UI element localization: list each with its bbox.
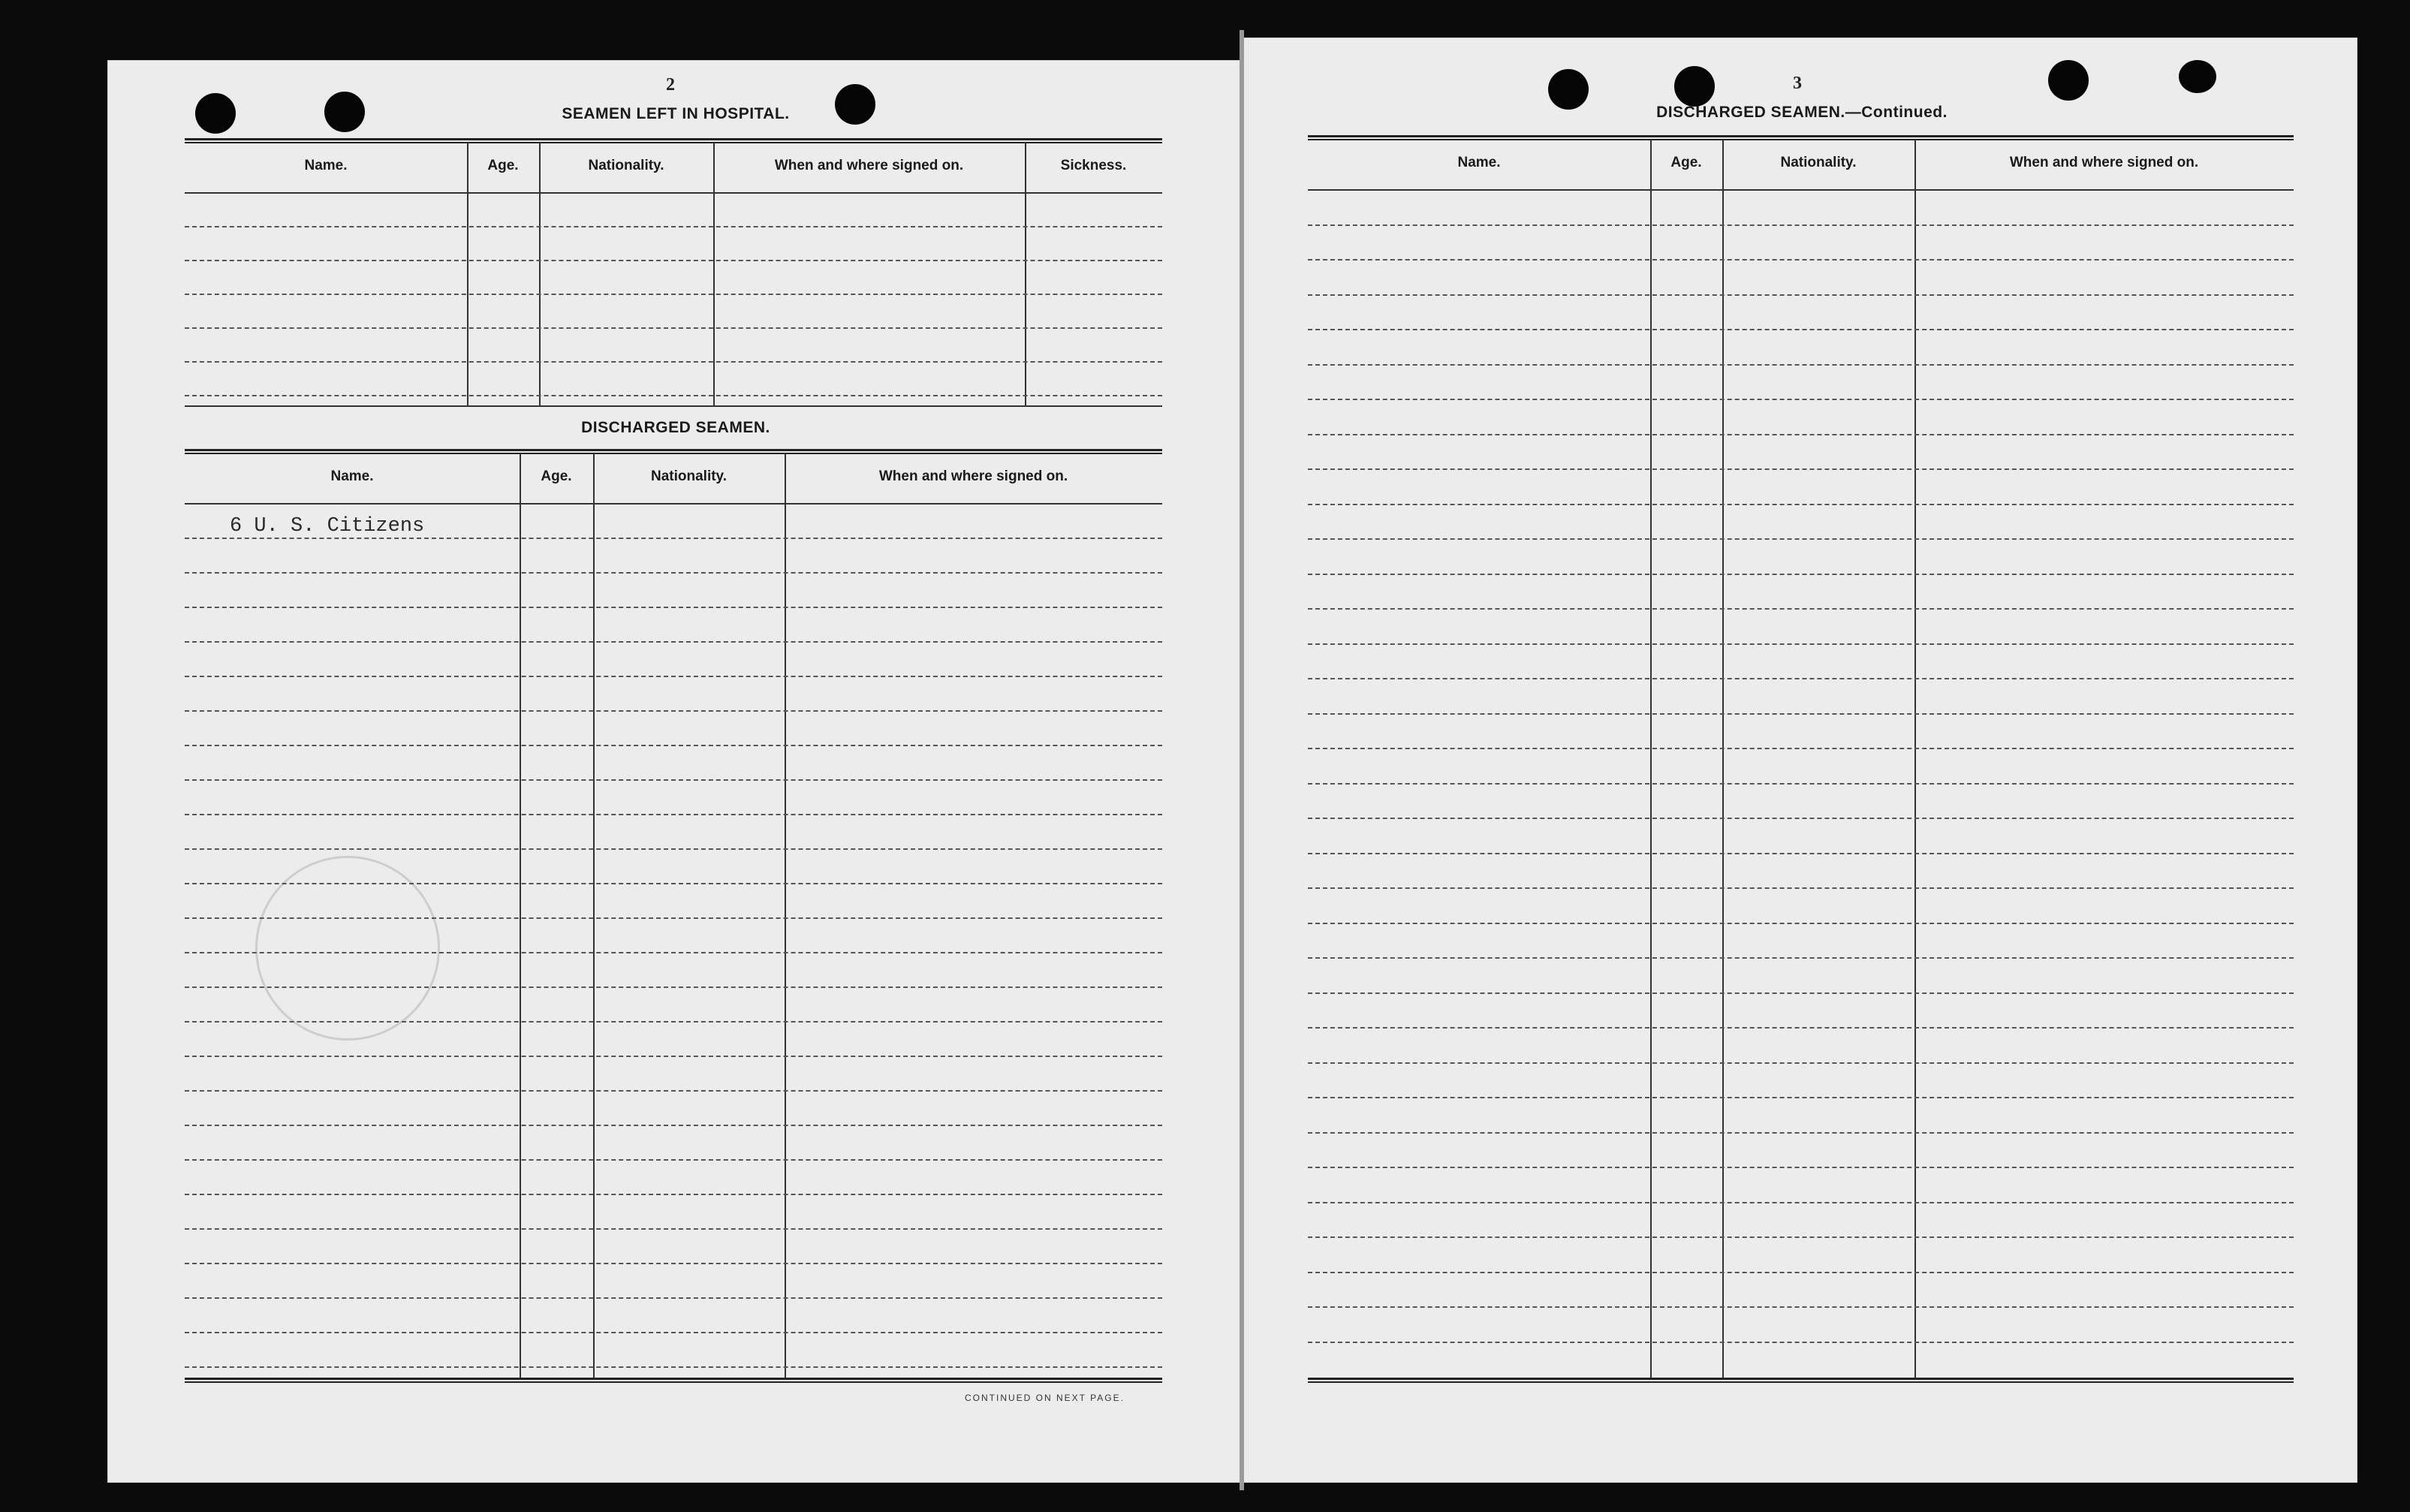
row-line <box>1308 608 2294 610</box>
row-line <box>185 952 1162 953</box>
row-line <box>1308 887 2294 889</box>
column-header: When and where signed on. <box>878 468 1068 484</box>
row-line <box>1308 364 2294 366</box>
column-divider <box>1722 140 1724 1378</box>
row-line <box>1308 992 2294 994</box>
column-divider <box>785 453 786 1378</box>
continued-note: CONTINUED ON NEXT PAGE. <box>965 1393 1125 1403</box>
column-divider <box>593 453 595 1378</box>
row-line <box>185 848 1162 850</box>
column-divider <box>1914 140 1916 1378</box>
row-line <box>185 1366 1162 1368</box>
column-header: Name. <box>330 468 374 484</box>
column-header: Age. <box>1670 155 1702 170</box>
punch-hole <box>1548 69 1589 110</box>
header-rule <box>185 192 1162 194</box>
row-line <box>185 1332 1162 1333</box>
punch-hole <box>195 93 236 134</box>
row-line <box>1308 468 2294 470</box>
row-line <box>185 1125 1162 1126</box>
column-divider <box>1025 143 1026 405</box>
row-line <box>185 883 1162 884</box>
column-header: Nationality. <box>1780 155 1857 170</box>
row-line <box>185 1228 1162 1230</box>
row-line <box>185 260 1162 261</box>
row-line <box>1308 1236 2294 1238</box>
row-line <box>185 294 1162 295</box>
row-line <box>185 226 1162 227</box>
column-divider <box>713 143 715 405</box>
page-number: 3 <box>1793 74 1802 93</box>
row-line <box>1308 1306 2294 1308</box>
punch-hole <box>2179 60 2216 93</box>
row-line <box>1308 957 2294 959</box>
header-rule <box>185 503 1162 505</box>
row-line <box>185 572 1162 574</box>
row-line <box>185 1090 1162 1092</box>
row-line <box>185 641 1162 643</box>
row-line <box>185 607 1162 608</box>
column-header: Age. <box>541 468 572 484</box>
column-header: Sickness. <box>1060 158 1127 173</box>
row-line <box>1308 259 2294 261</box>
page-fold <box>1240 30 1244 1490</box>
row-line <box>1308 1097 2294 1098</box>
row-line <box>185 538 1162 539</box>
typed-entry: 6 U. S. Citizens <box>230 515 425 538</box>
punch-hole <box>1674 66 1715 107</box>
column-divider <box>1650 140 1652 1378</box>
row-line <box>1308 923 2294 924</box>
row-line <box>185 361 1162 363</box>
table-top-rule <box>1308 135 2294 140</box>
row-line <box>1308 504 2294 505</box>
row-line <box>1308 434 2294 435</box>
row-line <box>185 327 1162 329</box>
row-line <box>185 779 1162 781</box>
row-line <box>1308 783 2294 785</box>
row-line <box>1308 748 2294 749</box>
row-line <box>185 1056 1162 1057</box>
row-line <box>185 676 1162 677</box>
column-header: Name. <box>1457 155 1501 170</box>
row-line <box>185 395 1162 396</box>
row-line <box>1308 224 2294 226</box>
row-line <box>185 814 1162 815</box>
row-line <box>185 1297 1162 1299</box>
row-line <box>1308 574 2294 575</box>
row-line <box>185 986 1162 988</box>
table-bottom-rule <box>185 405 1162 407</box>
row-line <box>1308 818 2294 819</box>
column-header: When and where signed on. <box>2009 155 2199 170</box>
section-title-discharged: DISCHARGED SEAMEN. <box>581 419 770 436</box>
left-page <box>107 60 1241 1483</box>
row-line <box>1308 713 2294 715</box>
row-line <box>1308 329 2294 330</box>
column-header: Nationality. <box>651 468 727 484</box>
column-divider <box>467 143 468 405</box>
row-line <box>1308 1272 2294 1273</box>
row-line <box>185 1263 1162 1264</box>
table-top-rule <box>185 138 1162 143</box>
row-line <box>1308 1027 2294 1029</box>
row-line <box>1308 1167 2294 1168</box>
row-line <box>1308 1202 2294 1203</box>
row-line <box>185 1021 1162 1023</box>
column-divider <box>539 143 541 405</box>
punch-hole <box>324 92 365 132</box>
row-line <box>185 710 1162 712</box>
row-line <box>1308 538 2294 540</box>
row-line <box>1308 643 2294 645</box>
row-line <box>1308 678 2294 679</box>
table-bottom-rule <box>1308 1378 2294 1383</box>
punch-hole <box>2048 60 2089 101</box>
right-page <box>1243 38 2357 1483</box>
section-title-hospital: SEAMEN LEFT IN HOSPITAL. <box>562 105 790 122</box>
header-rule <box>1308 189 2294 191</box>
column-header: Name. <box>304 158 348 173</box>
row-line <box>1308 1132 2294 1134</box>
row-line <box>1308 399 2294 400</box>
column-header: Age. <box>487 158 519 173</box>
column-header: Nationality. <box>588 158 664 173</box>
section-title-discharged-continued: DISCHARGED SEAMEN.—Continued. <box>1656 104 1948 121</box>
row-line <box>185 1159 1162 1161</box>
page-number: 2 <box>666 75 675 95</box>
row-line <box>1308 294 2294 296</box>
row-line <box>1308 1062 2294 1064</box>
table-bottom-rule <box>185 1378 1162 1383</box>
row-line <box>185 1194 1162 1195</box>
row-line <box>1308 853 2294 854</box>
column-header: When and where signed on. <box>774 158 964 173</box>
column-divider <box>520 453 521 1378</box>
row-line <box>185 917 1162 919</box>
table-top-rule <box>185 449 1162 454</box>
row-line <box>1308 1342 2294 1343</box>
row-line <box>185 745 1162 746</box>
